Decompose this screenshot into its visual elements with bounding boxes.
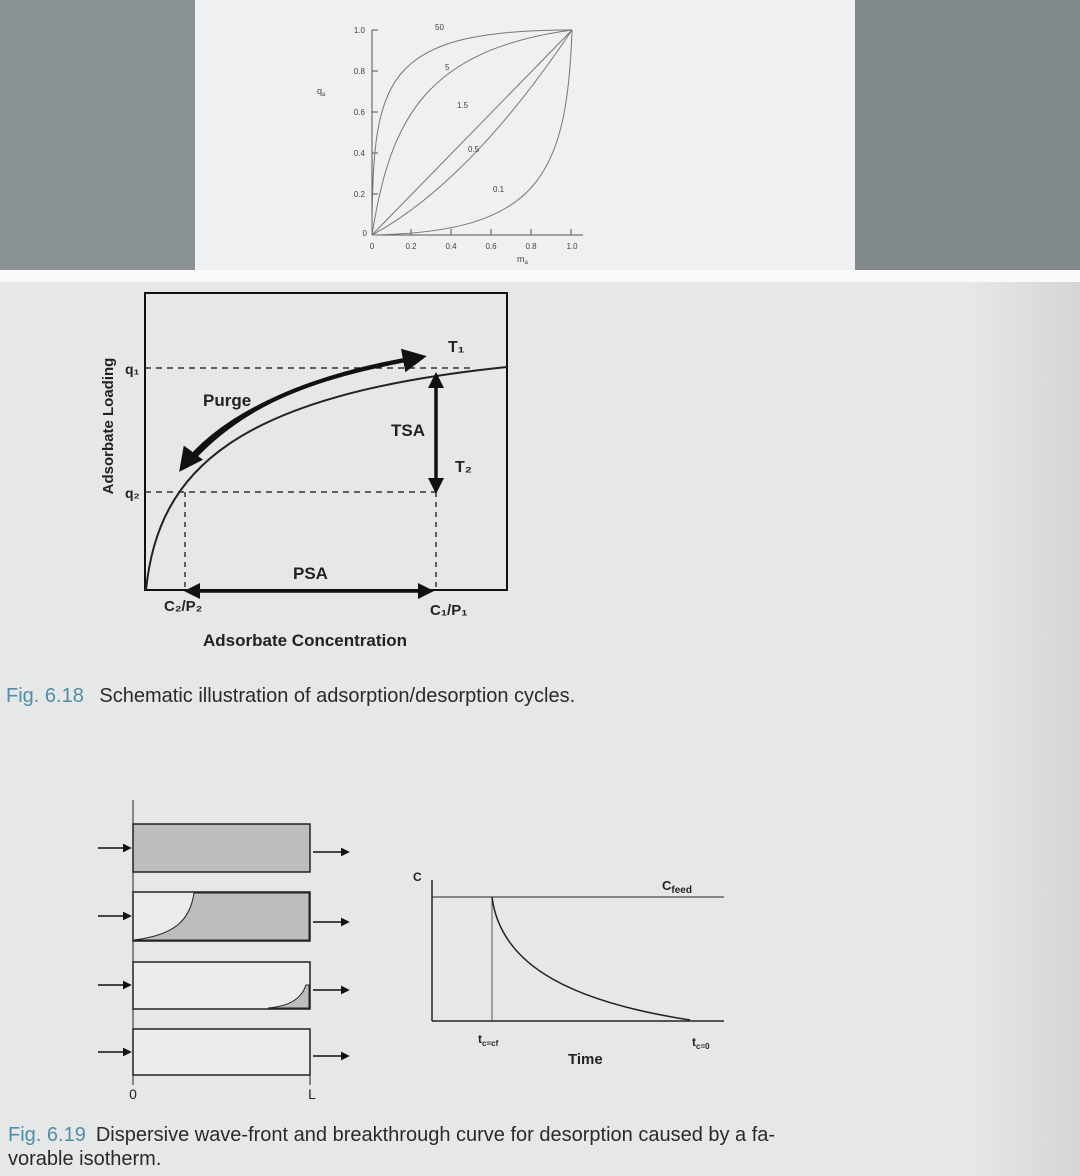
- x-axis-label: $m_a$: [517, 254, 528, 266]
- figure-number: Fig. 6.19: [8, 1124, 86, 1146]
- caption-text: Schematic illustration of adsorption/desorption cycles.: [99, 685, 576, 707]
- c-axis-label: C: [413, 870, 422, 884]
- tsa-label: TSA: [391, 421, 425, 440]
- column-late: [133, 962, 310, 1009]
- cfeed-label: $C_{feed}$: [662, 878, 692, 896]
- purge-label: Purge: [203, 391, 252, 410]
- x-tick: 0.8: [525, 242, 537, 251]
- tc0-label: $t_{c=0}$: [692, 1035, 710, 1051]
- caption-fig-6-19: [8, 1123, 1008, 1171]
- fig-6-19-columns: [98, 800, 348, 1102]
- diagram-frame: [145, 293, 507, 590]
- y-tick: 0.2: [353, 190, 365, 199]
- column-start-label: 0: [129, 1086, 137, 1102]
- caption-line: vorable isotherm.: [8, 1148, 162, 1170]
- time-axis-label: Time: [568, 1051, 603, 1068]
- desorption-curve: [492, 897, 690, 1020]
- fig-6-18-diagram: [100, 293, 507, 650]
- x-tick: 1.0: [566, 242, 578, 251]
- column-empty: [133, 1029, 310, 1075]
- caption-line: Dispersive wave-front and breakthrough curve for desorption caused by a fa-: [95, 1124, 776, 1146]
- curve-label: 5: [445, 63, 450, 72]
- column-saturated: [133, 824, 310, 872]
- q2-label: q₂: [125, 485, 140, 501]
- figure-number: Fig. 6.18: [6, 685, 84, 707]
- caption-fig-6-18: [6, 684, 766, 708]
- q1-label: q₁: [125, 361, 140, 377]
- y-axis-label: $q_a$: [317, 86, 326, 98]
- y-axis-label: Adsorbate Loading: [100, 357, 117, 495]
- column-length-label: L: [308, 1086, 316, 1102]
- x-tick: 0.2: [405, 242, 417, 251]
- y-tick: 0.4: [353, 149, 365, 158]
- curve-label: 0.5: [468, 145, 480, 154]
- c2p2-label: C₂/P₂: [164, 598, 203, 615]
- tcf-label: $t_{c=cf}$: [478, 1032, 499, 1048]
- curve-label: 1.5: [457, 101, 469, 110]
- t1-label: T₁: [448, 339, 465, 356]
- x-axis-label: Adsorbate Concentration: [203, 631, 408, 650]
- y-tick: 0: [362, 229, 367, 238]
- psa-label: PSA: [293, 564, 328, 583]
- x-tick: 0.4: [445, 242, 457, 251]
- x-tick: 0: [369, 242, 375, 251]
- curve-label: 0.1: [493, 185, 505, 194]
- x-tick: 0.6: [485, 242, 497, 251]
- isotherm-curve: [146, 367, 507, 590]
- c1p1-label: C₁/P₁: [430, 602, 468, 619]
- fig-6-19-breakthrough: [413, 870, 724, 1068]
- curve-label: 50: [435, 23, 444, 32]
- y-tick: 1.0: [353, 26, 365, 35]
- y-tick: 0.8: [353, 67, 365, 76]
- y-tick: 0.6: [353, 108, 365, 117]
- t2-label: T₂: [455, 459, 472, 476]
